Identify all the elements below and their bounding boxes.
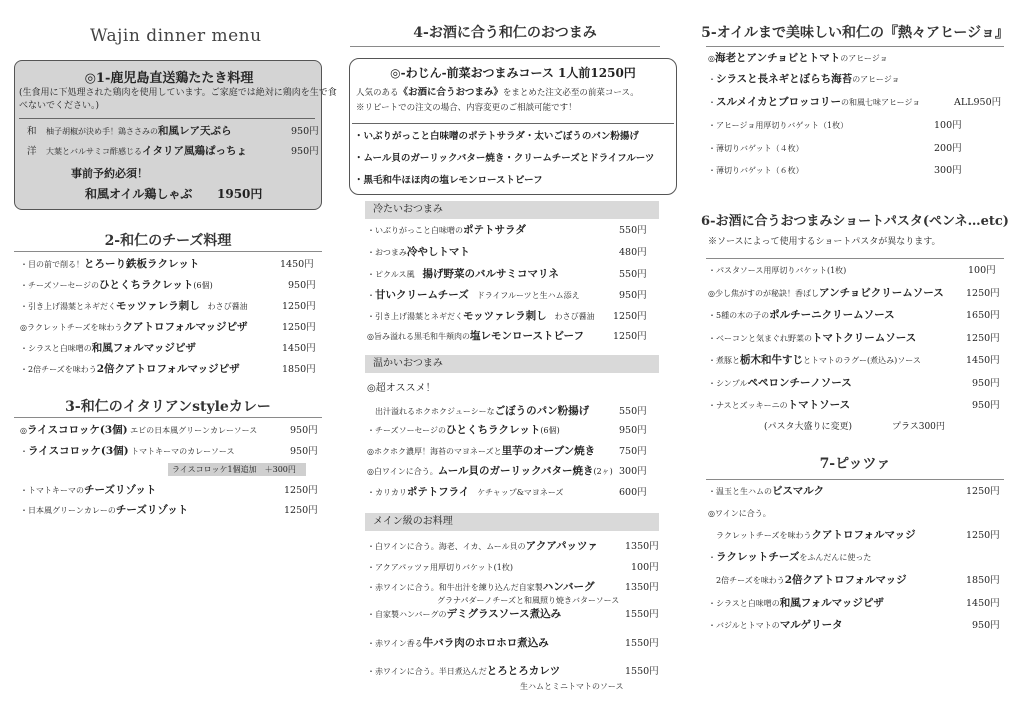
reservation-note: 事前予約必須！ <box>71 167 148 180</box>
course-item: ・黒毛和牛ほほ肉の塩レモンローストビーフ <box>354 175 543 186</box>
menu-item: ・ナスとズッキーニのトマトソース 950円 <box>708 399 1000 411</box>
menu-item: ・カリカリポテトフライ ケチャップ&マヨネーズ 600円 <box>367 486 647 498</box>
menu-item: ◎白ワインに合う。ムール貝のガーリックバター焼き(2ヶ) 300円 <box>367 465 647 477</box>
tataki-divider <box>19 118 315 119</box>
menu-item: ・チーズソーセージのひとくちラクレット(6個) 950円 <box>20 279 316 291</box>
menu-item: ・おつまみ冷やしトマト 480円 <box>367 246 647 258</box>
main-dish-header: メイン級のお料理 <box>365 513 659 531</box>
shabu-price: 1950円 <box>217 187 263 201</box>
curry-subtitle: 生ハムとミニトマトのソース <box>520 682 624 691</box>
menu-item: ・パスタソース用厚切りバケット(1枚) 100円 <box>708 265 996 276</box>
menu-item: ・シラスと白味噌の和風フォルマッジピザ 1450円 <box>20 342 316 354</box>
menu-item: ◎ラクレットチーズを味わうクアトロフォルマッジピザ 1250円 <box>20 321 316 333</box>
ajillo-section-title: 5-オイルまで美味しい和仁の『熱々アヒージョ』 <box>701 25 1009 41</box>
menu-item: ◎ライスコロッケ(3個) エビの日本風グリーンカレーソース 950円 <box>20 424 318 436</box>
course-title: ◎-わじん-前菜おつまみコース 1人前1250円 <box>390 66 636 80</box>
menu-item: ・薄切りバゲット（４枚） 200円 <box>708 143 962 154</box>
otsumami-divider <box>350 46 660 47</box>
menu-item: 洋 大葉とバルサミコ酢感じるイタリア風鶏ぱっちょ 950円 <box>27 145 319 157</box>
pasta-note: ※ソースによって使用するショートパスタが異なります。 <box>708 237 941 247</box>
menu-item: ・ピクルス風 揚げ野菜のバルサミコマリネ 550円 <box>367 268 647 280</box>
menu-item: ・引き上げ湯葉とネギだくモッツァレラ刺し わさび醤油 1250円 <box>367 310 647 322</box>
pizza-section-title: 7-ピッツァ <box>819 456 891 472</box>
menu-item: ・チーズソーセージのひとくちラクレット(6個) 950円 <box>367 424 647 436</box>
menu-item: ・いぶりがっこと白味噌のポテトサラダ 550円 <box>367 224 647 236</box>
menu-item: ◎海老とアンチョビとトマトのアヒージョ <box>708 52 888 64</box>
menu-item: ・ライスコロッケ(3個) トマトキーマのカレーソース 950円 <box>20 445 318 457</box>
menu-item: ◎ホクホク濃厚！海苔のマヨネーズと里芋のオーブン焼き 750円 <box>367 445 647 457</box>
curry-divider <box>14 417 322 418</box>
cheese-divider <box>14 251 322 252</box>
cheese-section-title: 2-和仁のチーズ料理 <box>104 233 232 249</box>
menu-item: ・薄切りバゲット（６枚） 300円 <box>708 165 962 176</box>
cold-otsumami-header: 冷たいおつまみ <box>365 201 659 219</box>
menu-item: ラクレットチーズを味わうクアトロフォルマッジ 1250円 <box>708 529 1000 541</box>
menu-item: ・2倍チーズを味わう2倍クアトロフォルマッジピザ 1850円 <box>20 363 316 375</box>
pizza-divider <box>706 479 1004 480</box>
curry-section-title: 3-和仁のイタリアンstyleカレー <box>65 399 271 415</box>
menu-item-price: 950円 <box>291 126 319 137</box>
menu-item: ・引き上げ湯葉とネギだくモッツァレラ刺し わさび醤油 1250円 <box>20 300 316 312</box>
menu-item: ・日本風グリーンカレーのチーズリゾット 1250円 <box>20 504 318 516</box>
menu-item: ・アクアパッツァ用厚切りバケット(1枚) 100円 <box>367 562 659 573</box>
large-pasta-price: プラス300円 <box>892 422 945 432</box>
menu-item: ・煮豚と栃木和牛すじとトマトのラグー(煮込み)ソース 1450円 <box>708 354 1000 366</box>
menu-item: ・赤ワイン香る牛バラ肉のホロホロ煮込み 1550円 <box>367 637 659 649</box>
tataki-note-2: べないでください。) <box>19 101 100 111</box>
menu-item: ・自家製ハンバーグのデミグラスソース煮込み 1550円 <box>367 608 659 620</box>
menu-item: ・ラクレットチーズをふんだんに使った <box>708 551 872 563</box>
menu-item: ・ベーコンと気まぐれ野菜のトマトクリームソース 1250円 <box>708 332 1000 344</box>
menu-item: 出汁溢れるホクホクジューシーなごぼうのパン粉揚げ 550円 <box>367 405 647 417</box>
page-title: Wajin dinner menu <box>90 26 262 46</box>
menu-item: ・シラスと白味噌の和風フォルマッジピザ 1450円 <box>708 597 1000 609</box>
course-item: ・ムール貝のガーリックバター焼き・クリームチーズとドライフルーツ <box>354 153 655 164</box>
shabu-name: 和風オイル鶏しゃぶ <box>85 187 193 201</box>
menu-item: ・スルメイカとブロッコリーの和風七味アヒージョ ALL950円 <box>708 96 1002 108</box>
course-item: ・いぶりがっこと白味噌のポテトサラダ・太いごぼうのパン粉揚げ <box>354 131 639 142</box>
otsumami-section-title: 4-お酒に合う和仁のおつまみ <box>413 25 597 41</box>
menu-item: ・目の前で削る！とろーり鉄板ラクレット 1450円 <box>20 258 314 270</box>
menu-item: ・5種の木の子のポルチーニクリームソース 1650円 <box>708 309 1000 321</box>
menu-item-price: 950円 <box>291 146 319 157</box>
menu-item: ・赤ワインに合う。和牛出汁を練り込んだ自家製ハンバーグ 1350円 <box>367 581 659 593</box>
tataki-note-1: (生食用に下処理された鶏肉を使用しています。ご家庭では絶対に鶏肉を生で食 <box>19 88 337 98</box>
pasta-section-title: 6-お酒に合うおつまみショートパスタ(ペンネ…etc) <box>701 214 1009 229</box>
menu-item: 2倍チーズを味わう2倍クアトロフォルマッジ 1850円 <box>708 574 1000 586</box>
ajillo-divider <box>706 46 1004 47</box>
warm-otsumami-header: 温かいおつまみ <box>365 355 659 373</box>
menu-item: 和 柚子胡椒が決め手！鶏ささみの和風レア天ぷら 950円 <box>27 125 319 137</box>
menu-item: ・アヒージョ用厚切りバゲット（1枚） 100円 <box>708 120 962 131</box>
menu-item: ・シンプルペペロンチーノソース 950円 <box>708 377 1000 389</box>
menu-item: ◎少し焦がすのが秘訣！香ばしアンチョビクリームソース 1250円 <box>708 287 1000 299</box>
tataki-section-box <box>14 60 337 210</box>
menu-item: ・甘いクリームチーズ ドライフルーツと生ハム添え 950円 <box>367 289 647 301</box>
hamburg-subtitle: グラナパダーノチーズと和風照り焼きバターソース <box>437 596 620 605</box>
large-pasta-option: (パスタ大盛りに変更) <box>764 422 853 432</box>
course-note-2: ※リピートでの注文の場合、内容変更のご相談可能です！ <box>356 103 577 113</box>
recommend-label: ◎超オススメ！ <box>367 383 436 394</box>
menu-item: ・温玉と生ハムのビスマルク 1250円 <box>708 485 1000 497</box>
course-note-1: 人気のある《お酒に合うおつまみ》をまとめた注文必至の前菜コース。 <box>356 87 639 98</box>
tataki-section-title: ◎1-鹿児島直送鶏たたき料理 <box>84 71 254 86</box>
zensai-course-box <box>349 58 677 195</box>
menu-item: ・赤ワインに合う。半日煮込んだとろとろカレツ 1550円 <box>367 665 659 677</box>
rice-croquette-addon: ライスコロッケ1個追加 ＋300円 <box>168 463 306 476</box>
menu-item: ・バジルとトマトのマルゲリータ 950円 <box>708 619 1000 631</box>
menu-item: ・シラスと長ネギとぼらち海苔のアヒージョ <box>708 73 900 85</box>
course-divider <box>352 123 674 124</box>
menu-item: ◎旨み溢れる黒毛和牛頬肉の塩レモンローストビーフ 1250円 <box>367 330 647 342</box>
menu-item: ・トマトキーマのチーズリゾット 1250円 <box>20 484 318 496</box>
menu-item: ・白ワインに合う。海老、イカ、ムール貝のアクアパッツァ 1350円 <box>367 540 659 552</box>
pasta-divider <box>706 258 1004 259</box>
menu-item: ◎ワインに合う。 <box>708 509 771 518</box>
